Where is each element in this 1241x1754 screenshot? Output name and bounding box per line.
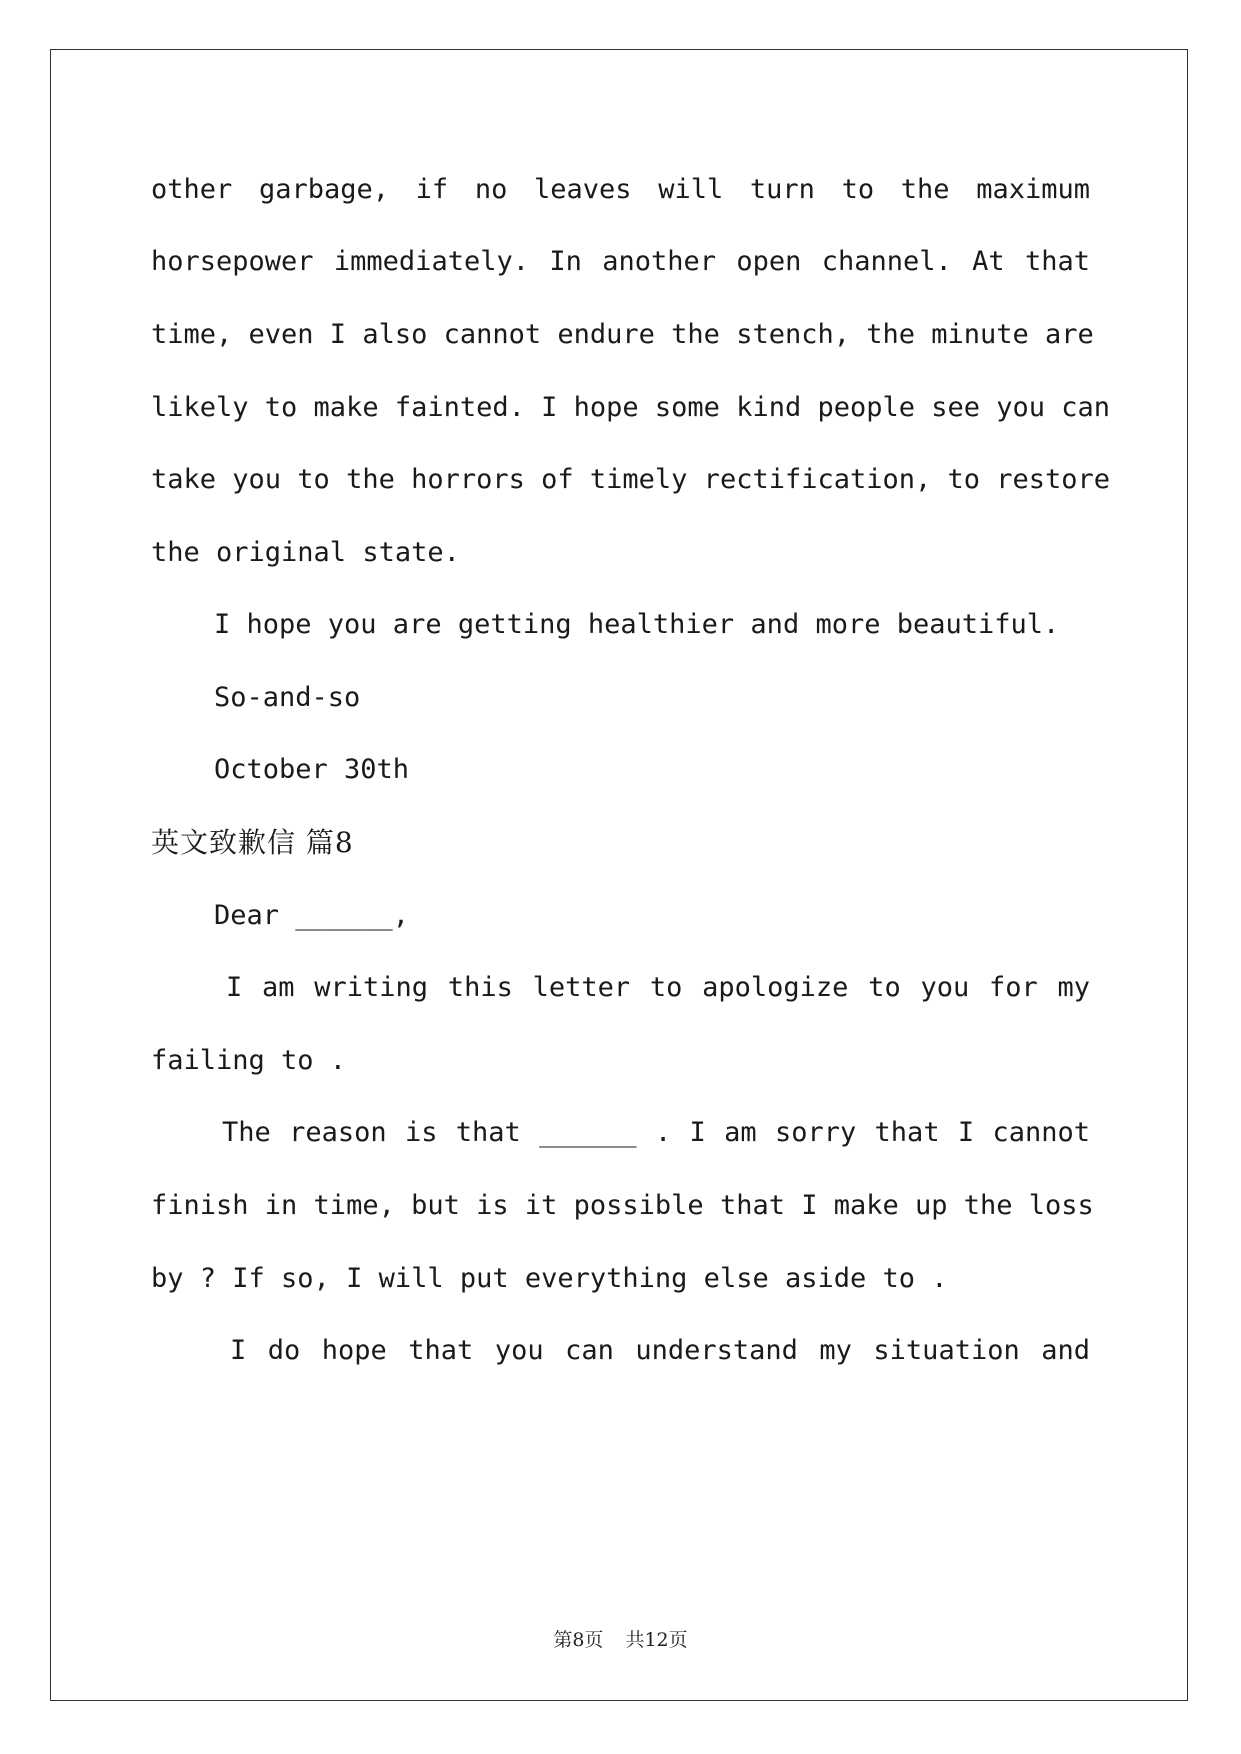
paragraph-line: other garbage, if no leaves will turn to the maximum <box>151 174 1090 205</box>
paragraph-line: horsepower immediately. In another open channel. At that <box>151 246 1090 277</box>
paragraph-line: likely to make fainted. I hope some kind people see you can <box>151 392 1111 423</box>
paragraph-line: the original state. <box>151 537 460 568</box>
paragraph-line: failing to . <box>151 1045 347 1076</box>
section-heading: 英文致歉信 篇8 <box>151 826 354 859</box>
paragraph-line: finish in time, but is it possible that I make up the loss <box>151 1190 1094 1221</box>
page-footer <box>0 1625 1241 1652</box>
salutation: Dear ______, <box>214 900 410 931</box>
closing-wish: I hope you are getting healthier and more beautiful. <box>214 609 1060 640</box>
page-total: 共12页 <box>625 1629 688 1651</box>
paragraph-line: The reason is that ______ . I am sorry that I cannot <box>222 1117 1090 1148</box>
paragraph-line: by ? If so, I will put everything else aside to . <box>151 1263 948 1294</box>
page-border <box>50 49 1188 1701</box>
paragraph-line: take you to the horrors of timely rectification, to restore <box>151 464 1111 495</box>
paragraph-line: I do hope that you can understand my situation and <box>230 1335 1090 1366</box>
paragraph-line: I am writing this letter to apologize to you for my <box>226 972 1090 1003</box>
page-number: 第8页 <box>553 1629 604 1651</box>
date: October 30th <box>214 754 410 785</box>
signature: So-and-so <box>214 682 361 713</box>
paragraph-line: time, even I also cannot endure the stench, the minute are <box>151 319 1094 350</box>
